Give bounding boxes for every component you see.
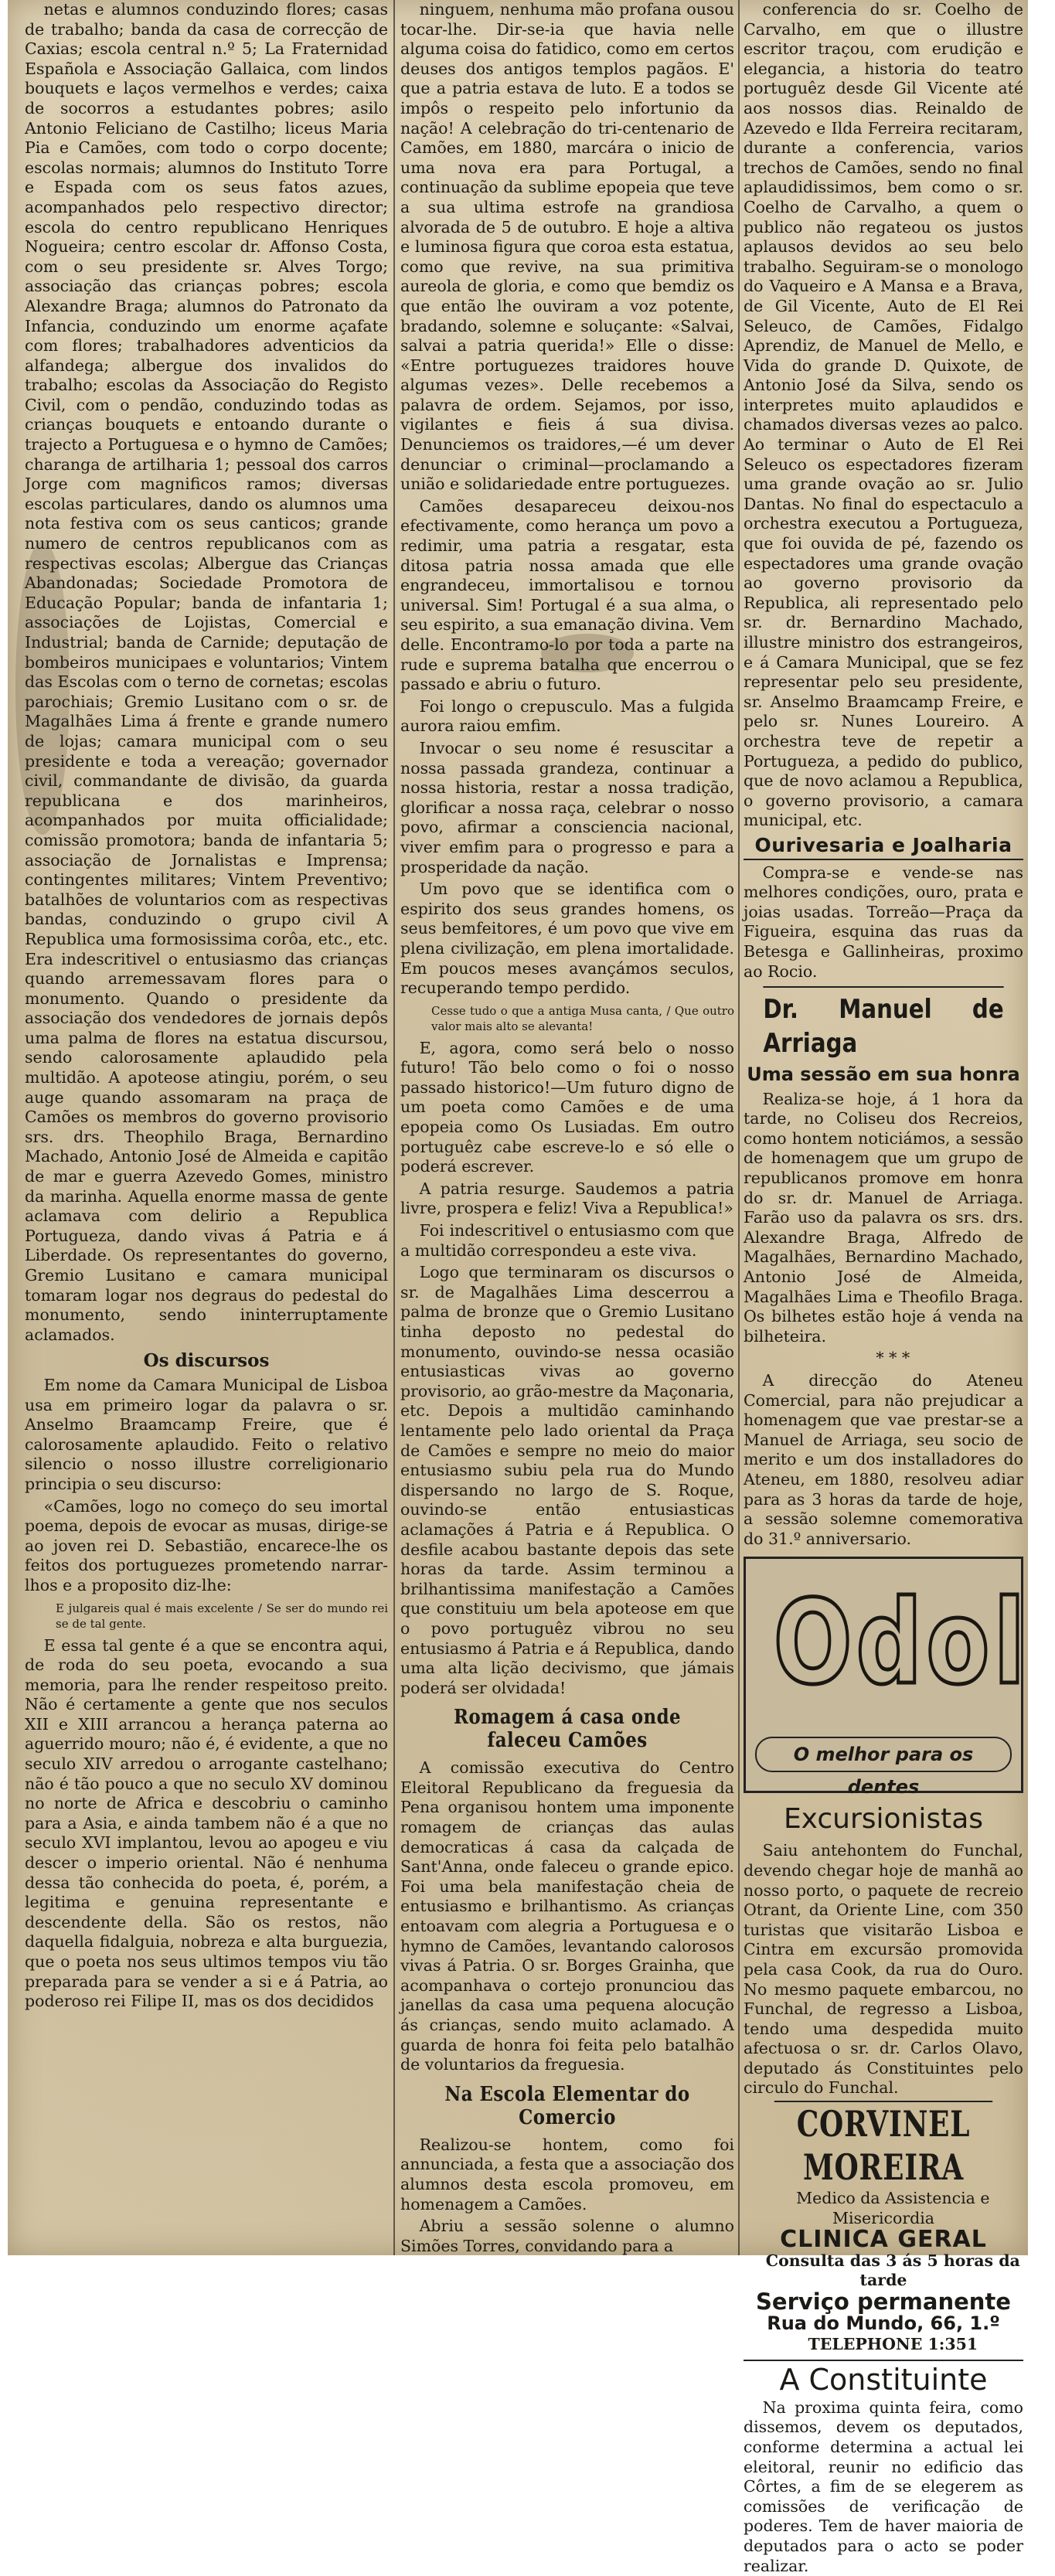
paragraph: Camões desapareceu deixou-nos efectivamente, como herança um povo a redimir, uma patria a resgatar, esta ditosa patria nossa amada que elle engrandeceu, immortalisou e tornou universal. Sim! Portugal é a sua alma, o seu espirito, a sua emanação divina. Vem delle. Encontramo-lo por toda a parte na rude e suprema batalha que encerrou o passado e abriu o futuro.: [400, 496, 734, 694]
paragraph: Abriu a sessão solenne o alumno Simões Torres, convidando para a: [400, 2217, 734, 2255]
paragraph: ninguem, nenhuma mão profana ousou tocar-lhe. Dir-se-ia que havia nelle alguma coisa do fatidico, como em certos deuses dos antigos templos pagãos. E' que a patria estava de luto. E a todos se impôs o respeito pelo infortunio da nação! A celebração do tri-centenario de Camões, em 1880, marcára o inicio de uma nova era para Portugal, a continuação da sublime epopeia que teve a sua ultima estrofe na grandiosa alvorada de 5 de outubro. E hoje a altiva e luminosa figura que coroa esta estatua, como que revive, na sua primitiva aureola de gloria, e como que bemdiz os que então lhe ouviram a voz potente, bradando, solemne e soluçante: «Salvai, salvai a patria querida!» Elle o disse: «Entre portuguezes traidores houve algumas vezes». Delle recebemos a palavra de ordem. Sejamos, por isso, vigilantes e fieis á sua divisa. Denunciemos os traidores,—é um dever denunciar o criminal—proclamando a união e solidariedade entre portuguezes.: [400, 0, 734, 494]
arriaga-body-1: Realiza-se hoje, á 1 hora da tarde, no Coliseu dos Recreios, como hontem noticiámos, a sessão de homenagem que um grupo de republicanos promove em honra do sr. dr. Manuel de Arriaga. Farão uso da palavra os srs. drs. Alexandre Braga, Alfredo de Magalhães, Bernardino Machado, Antonio José de Almeida, Magalhães Lima e Theofilo Braga. Os bilhetes estão hoje á venda na bilheteira.: [744, 1089, 1023, 1346]
paragraph: Em nome da Camara Municipal de Lisboa usa em primeiro logar da palavra o sr. Anselmo Braamcamp Freire, que é calorosamente aplaudido. Feito o relativo silencio o nosso illustre correligionario principia o seu discurso:: [25, 1375, 388, 1493]
constituinte-headline: A Constituinte: [744, 2360, 1023, 2398]
arriaga-body-2: A direcção do Ateneu Comercial, para não prejudicar a homenagem que vae prestar-se a Manuel de Arriaga, seu socio de merito e um dos installadores do Ateneu, em 1880, resolveu adiar para as 3 horas da tarde de hoje, a sessão solemne comemorativa do 31.º anniversario.: [744, 1371, 1023, 1548]
excursionistas-headline: Excursionistas: [783, 1803, 984, 1836]
paragraph: conferencia do sr. Coelho de Carvalho, em que o illustre escritor traçou, com erudição e elegancia, a historia do teatro portuguêz desde Gil Vicente até aos nossos dias. Reinaldo de Azevedo e Ilda Ferreira recitaram, durante a conferencia, varios trechos de Camões, sendo no final aplaudidissimos, bem como o sr. Coelho de Carvalho, a quem o publico não regateou os justos aplausos devidos ao seu belo trabalho. Seguiram-se o monologo do Vaqueiro e A Mansa e a Brava, de Gil Vicente, Auto de El Rei Seleuco, de Camões, Fidalgo Aprendiz, de Manuel de Mello, e Vida do grande D. Quixote, de Antonio José da Silva, sendo os interpretes muito aplaudidos e chamados diversas vezes ao palco. Ao terminar o Auto de El Rei Seleuco os espectadores fizeram uma grande ovação ao sr. Julio Dantas. No final do espectaculo a orchestra executou a Portugueza, que foi ouvida de pé, fazendo os espectadores uma grande ovação ao governo provisorio da Republica, ali representado pelo sr. dr. Bernardino Machado, illustre ministro dos estrangeiros, e á Camara Municipal, que se fez representar pelo seu presidente, sr. Anselmo Braamcamp Freire, e pelo sr. Nunes Loureiro. A orchestra teve de repetir a Portugueza, a pedido do publico, que de novo aclamou a Republica, o governo provisorio, a camara municipal, etc.: [744, 0, 1023, 830]
newspaper-page: [8, 0, 1029, 2575]
column-rule: [738, 0, 740, 2255]
section-heading: Os discursos: [143, 1350, 270, 1372]
paragraph: E essa tal gente é a que se encontra aqui, de roda do seu poeta, evocando a sua memoria, para lhe render respeitoso preito. Não é certamente a gente que nos seculos XII e XIII arrancou a herança paterna ao aguerrido mouro; não é, é evidente, a que no seculo XIV arredou o arrogante castelhano; não é tão pouco a que no seculo XV dominou no norte de Africa e descobriu o caminho para a Asia, e ainda tambem não é a que no seculo XVI implantou, levou ao apogeu e viu descer o imperio oriental. Não é nenhuma dessa tão conhecida do poeta, é, porém, a legitima e genuina representante e descendente della. São os restos, não daquella fidalguia, nobreza e alta burguezia, que o poeta nos seus ultimos tempos viu tão preparada para se vender a si e á Patria, ao poderoso rei Filipe II, mas os dos decididos: [25, 1635, 388, 2011]
article-headline: Romagem á casa onde faleceu Camões: [453, 1706, 682, 1753]
paragraph: E, agora, como será belo o nosso futuro! Tão belo como o foi o nosso passado historico!—Um futuro digno de um poeta como Camões e de uma epopeia como Os Lusiadas. Em outro portuguêz cabe escreve-lo e só elle o poderá escrever.: [400, 1038, 734, 1176]
paragraph: Um povo que se identifica com o espirito dos seus grandes homens, os seus bemfeitores, é um povo que vive em plena civilização, em plena imortalidade. Em poucos meses avançámos seculos, recuperando tempo perdido.: [400, 880, 734, 998]
corvinel-address: Rua do Mundo, 66, 1.º: [767, 2312, 1000, 2334]
ad-ourivesaria-body: Compra-se e vende-se nas melhores condições, ouro, prata e joias usadas. Torreão—Praça da Figueira, esquina das ruas da Betesga e Gallinheiras, proximo ao Rocio.: [744, 863, 1023, 981]
paragraph: Foi longo o crepusculo. Mas a fulgida aurora raiou emfim.: [400, 696, 734, 736]
verse-quote: E julgareis qual é mais excelente / Se ser do mundo rei se de tal gente.: [56, 1601, 388, 1631]
paragraph: A patria resurge. Saudemos a patria livre, prospera e feliz! Viva a Republica!»: [400, 1179, 734, 1218]
corvinel-title: Medico da Assistencia e Misericordia: [796, 2189, 990, 2227]
corvinel-clinica: CLINICA GERAL: [780, 2226, 987, 2254]
arriaga-headline: Dr. Manuel de Arriaga: [763, 986, 1003, 1060]
ad-ourivesaria-title: Ourivesaria e Joalharia: [744, 835, 1023, 860]
column-right: [744, 0, 1029, 2575]
article-arriaga: [744, 986, 1023, 1549]
odol-logo: Odol: [773, 1576, 1029, 1711]
corvinel-phone: TELEPHONE 1:351: [808, 2335, 978, 2354]
ad-odol: [744, 1557, 1029, 1798]
article-constituinte: [744, 2360, 1023, 2576]
column-middle: [400, 0, 734, 2255]
paragraph: A comissão executiva do Centro Eleitoral Republicano da freguesia da Pena organisou hontem uma imponente romagem de crianças das aulas democraticas á casa da calçada de Sant'Anna, onde faleceu o grande epico. Foi uma bela manifestação cheia de entusiasmo e brilhantismo. As crianças entoavam com alegria a Portuguesa e o hymno de Camões, levantando calorosos vivas á Patria. O sr. Borges Grainha, que acompanhava o cortejo pronunciou das janellas da casa uma pequena alocução ás crianças, sendo muito aclamado. A guarda de honra foi feita pelo batalhão de voluntarios da freguesia.: [400, 1758, 734, 2074]
corvinel-servico: Serviço permanente: [756, 2288, 1011, 2316]
paragraph: Invocar o seu nome é resuscitar a nossa passada grandeza, continuar a nossa historia, restar a nossa tradição, glorificar a nossa raça, celebrar o nosso povo, afirmar a consciencia nacional, viver emfim para o progresso e para a prosperidade da nação.: [400, 738, 734, 876]
article-excursionistas: [744, 1802, 1023, 2098]
section-stars: * * *: [876, 1349, 910, 1368]
ad-ourivesaria: [744, 835, 1023, 982]
corvinel-name: CORVINEL MOREIRA: [774, 2101, 992, 2189]
excursionistas-body: Saiu antehontem do Funchal, devendo chegar hoje de manhã ao nosso porto, o paquete de recreio Otrant, da Oriente Line, com 350 turistas que visitarão Lisboa e Cintra em excursão promovida pela casa Cook, da rua do Ouro. No mesmo paquete embarcou, no Funchal, de regresso a Lisboa, tendo uma despedida muito afectuosa o sr. dr. Carlos Olavo, deputado ás Constituintes pelo circulo do Funchal.: [744, 1841, 1023, 2098]
verse-quote: Cesse tudo o que a antiga Musa canta, / Que outro valor mais alto se alevanta!: [431, 1003, 734, 1033]
column-left: [25, 0, 388, 2255]
article-headline: Na Escola Elementar do Comercio: [444, 2082, 690, 2129]
paragraph: Logo que terminaram os discursos o sr. de Magalhães Lima descerrou a palma de bronze que o Gremio Lusitano tinha deposto no pedestal do monumento, ouvindo-se nessa ocasião entusiasticas vivas ao governo provisorio, ao grão-mestre da Maçonaria, etc. Depois a multidão caminhando lentamente pelo lado oriental da Praça de Camões e sempre no meio do maior entusiasmo subiu pela rua do Mundo dispersando no largo de S. Roque, ouvindo-se então entusiasticas aclamações á Patria e á Republica. O desfile acabou bastante depois das sete horas da tarde. Assim terminou a brilhantissima manifestação a Camões que constituiu um bela apoteose em que o povo portuguêz vibrou no seu entusiasmo á Patria e á Republica, dando uma alta lição decivismo, que jámais poderá ser olvidada!: [400, 1263, 734, 1697]
paragraph: Realizou-se hontem, como foi annunciada, a festa que a associação dos alumnos desta escola promoveu, em homenagem a Camões.: [400, 2135, 734, 2214]
paragraph: Foi indescritivel o entusiasmo com que a multidão correspondeu a este viva.: [400, 1221, 734, 1260]
article-theatre-conference: [744, 0, 1023, 831]
ad-corvinel: [744, 2101, 1023, 2355]
column-rule: [393, 0, 395, 2255]
arriaga-subheadline: Uma sessão em sua honra: [747, 1063, 1020, 1086]
paragraph: netas e alumnos conduzindo flores; casas de trabalho; banda da casa de correcção de Caxias; escola central n.º 5; La Fraternidad Española e Associação Gallaica, com lindos bouquets e laços vermelhos e verdes; caixa de socorros a estudantes pobres; asilo Antonio Feliciano de Castilho; liceus Maria Pia e Camões, com todo o corpo docente; escolas normais; alumnos do Instituto Torre e Espada com os seus fatos azues, acompanhados pelo respectivo director; escola do centro republicano Henriques Nogueira; centro escolar dr. Affonso Costa, com o seu presidente sr. Alves Torgo; associação das crianças pobres; escola Alexandre Braga; alumnos do Patronato da Infancia, conduzindo um enorme açafate com flores; trabalhadores adventicios da alfandega; albergue dos invalidos do trabalho; escolas da Associação do Registo Civil, com o pendão, conduzindo todas as crianças bouquets e entoando durante o trajecto a Portuguesa e o hymno de Camões; charanga de artilharia 1; pessoal dos carros Jorge com magnificos ramos; diversas escolas particulares, dando os alumnos uma nota festiva com os seus canticos; grande numero de centros republicanos com as respectivas escolas; Albergue das Crianças Abandonadas; Sociedade Promotora de Educação Popular; banda de infantaria 1; associações de Lojistas, Comercial e Industrial; banda de Carnide; deputação de bombeiros municipaes e voluntarios; Vintem das Escolas com o terno de cornetas; escolas parochiais; Gremio Lusitano com o sr. de Magalhães Lima á frente e grande numero de lojas; camara municipal com o seu presidente e toda a vereação; governador civil, commandante de divisão, da guarda republicana e dos marinheiros, acompanhados por muita officialidade; comissão promotora; banda de infantaria 5; associação de Jornalistas e Imprensa; contingentes militares; Vintem Preventivo; batalhões de voluntarios com as respectivas bandas, conduzindo o grupo civil A Republica uma formosissima corôa, etc., etc. Era indescritivel o entusiasmo das crianças quando arremessavam flores para o monumento. Quando o presidente da associação dos vendedores de jornais depôs uma palma de flores na estatua discursou, sendo calorosamente aplaudido pela multidão. A apoteose atingiu, porém, o seu auge quando assomaram na praça de Camões os membros do governo provisorio srs. drs. Theophilo Braga, Bernardino Machado, Antonio José de Almeida e capitão de mar e guerra Azevedo Gomes, ministro da marinha. Aquella enorme massa de gente aclamava com delirio a Republica Portugueza, dando vivas á Patria e á Liberdade. Os representantes do governo, Gremio Lusitano e camara municipal tomaram logar nos degraus do pedestal do monumento, sendo ininterruptamente aclamados.: [25, 0, 388, 1344]
paragraph: «Camões, logo no começo do seu imortal poema, depois de evocar as musas, dirige-se ao joven rei D. Sebastião, encarece-lhe os feitos dos portuguezes prometendo narrar-lhos e a proposito diz-lhe:: [25, 1496, 388, 1594]
constituinte-body: Na proxima quinta feira, como dissemos, devem os deputados, conforme determina a actual lei eleitoral, reunir no edificio das Côrtes, a fim de se elegerem as comissões de verificação de poderes. Tem de haver maioria de deputados para o acto se poder realizar.: [744, 2397, 1023, 2575]
corvinel-hours: Consulta das 3 ás 5 horas da tarde: [765, 2251, 1020, 2290]
odol-slogan: O melhor para os dentes: [755, 1737, 1012, 1772]
